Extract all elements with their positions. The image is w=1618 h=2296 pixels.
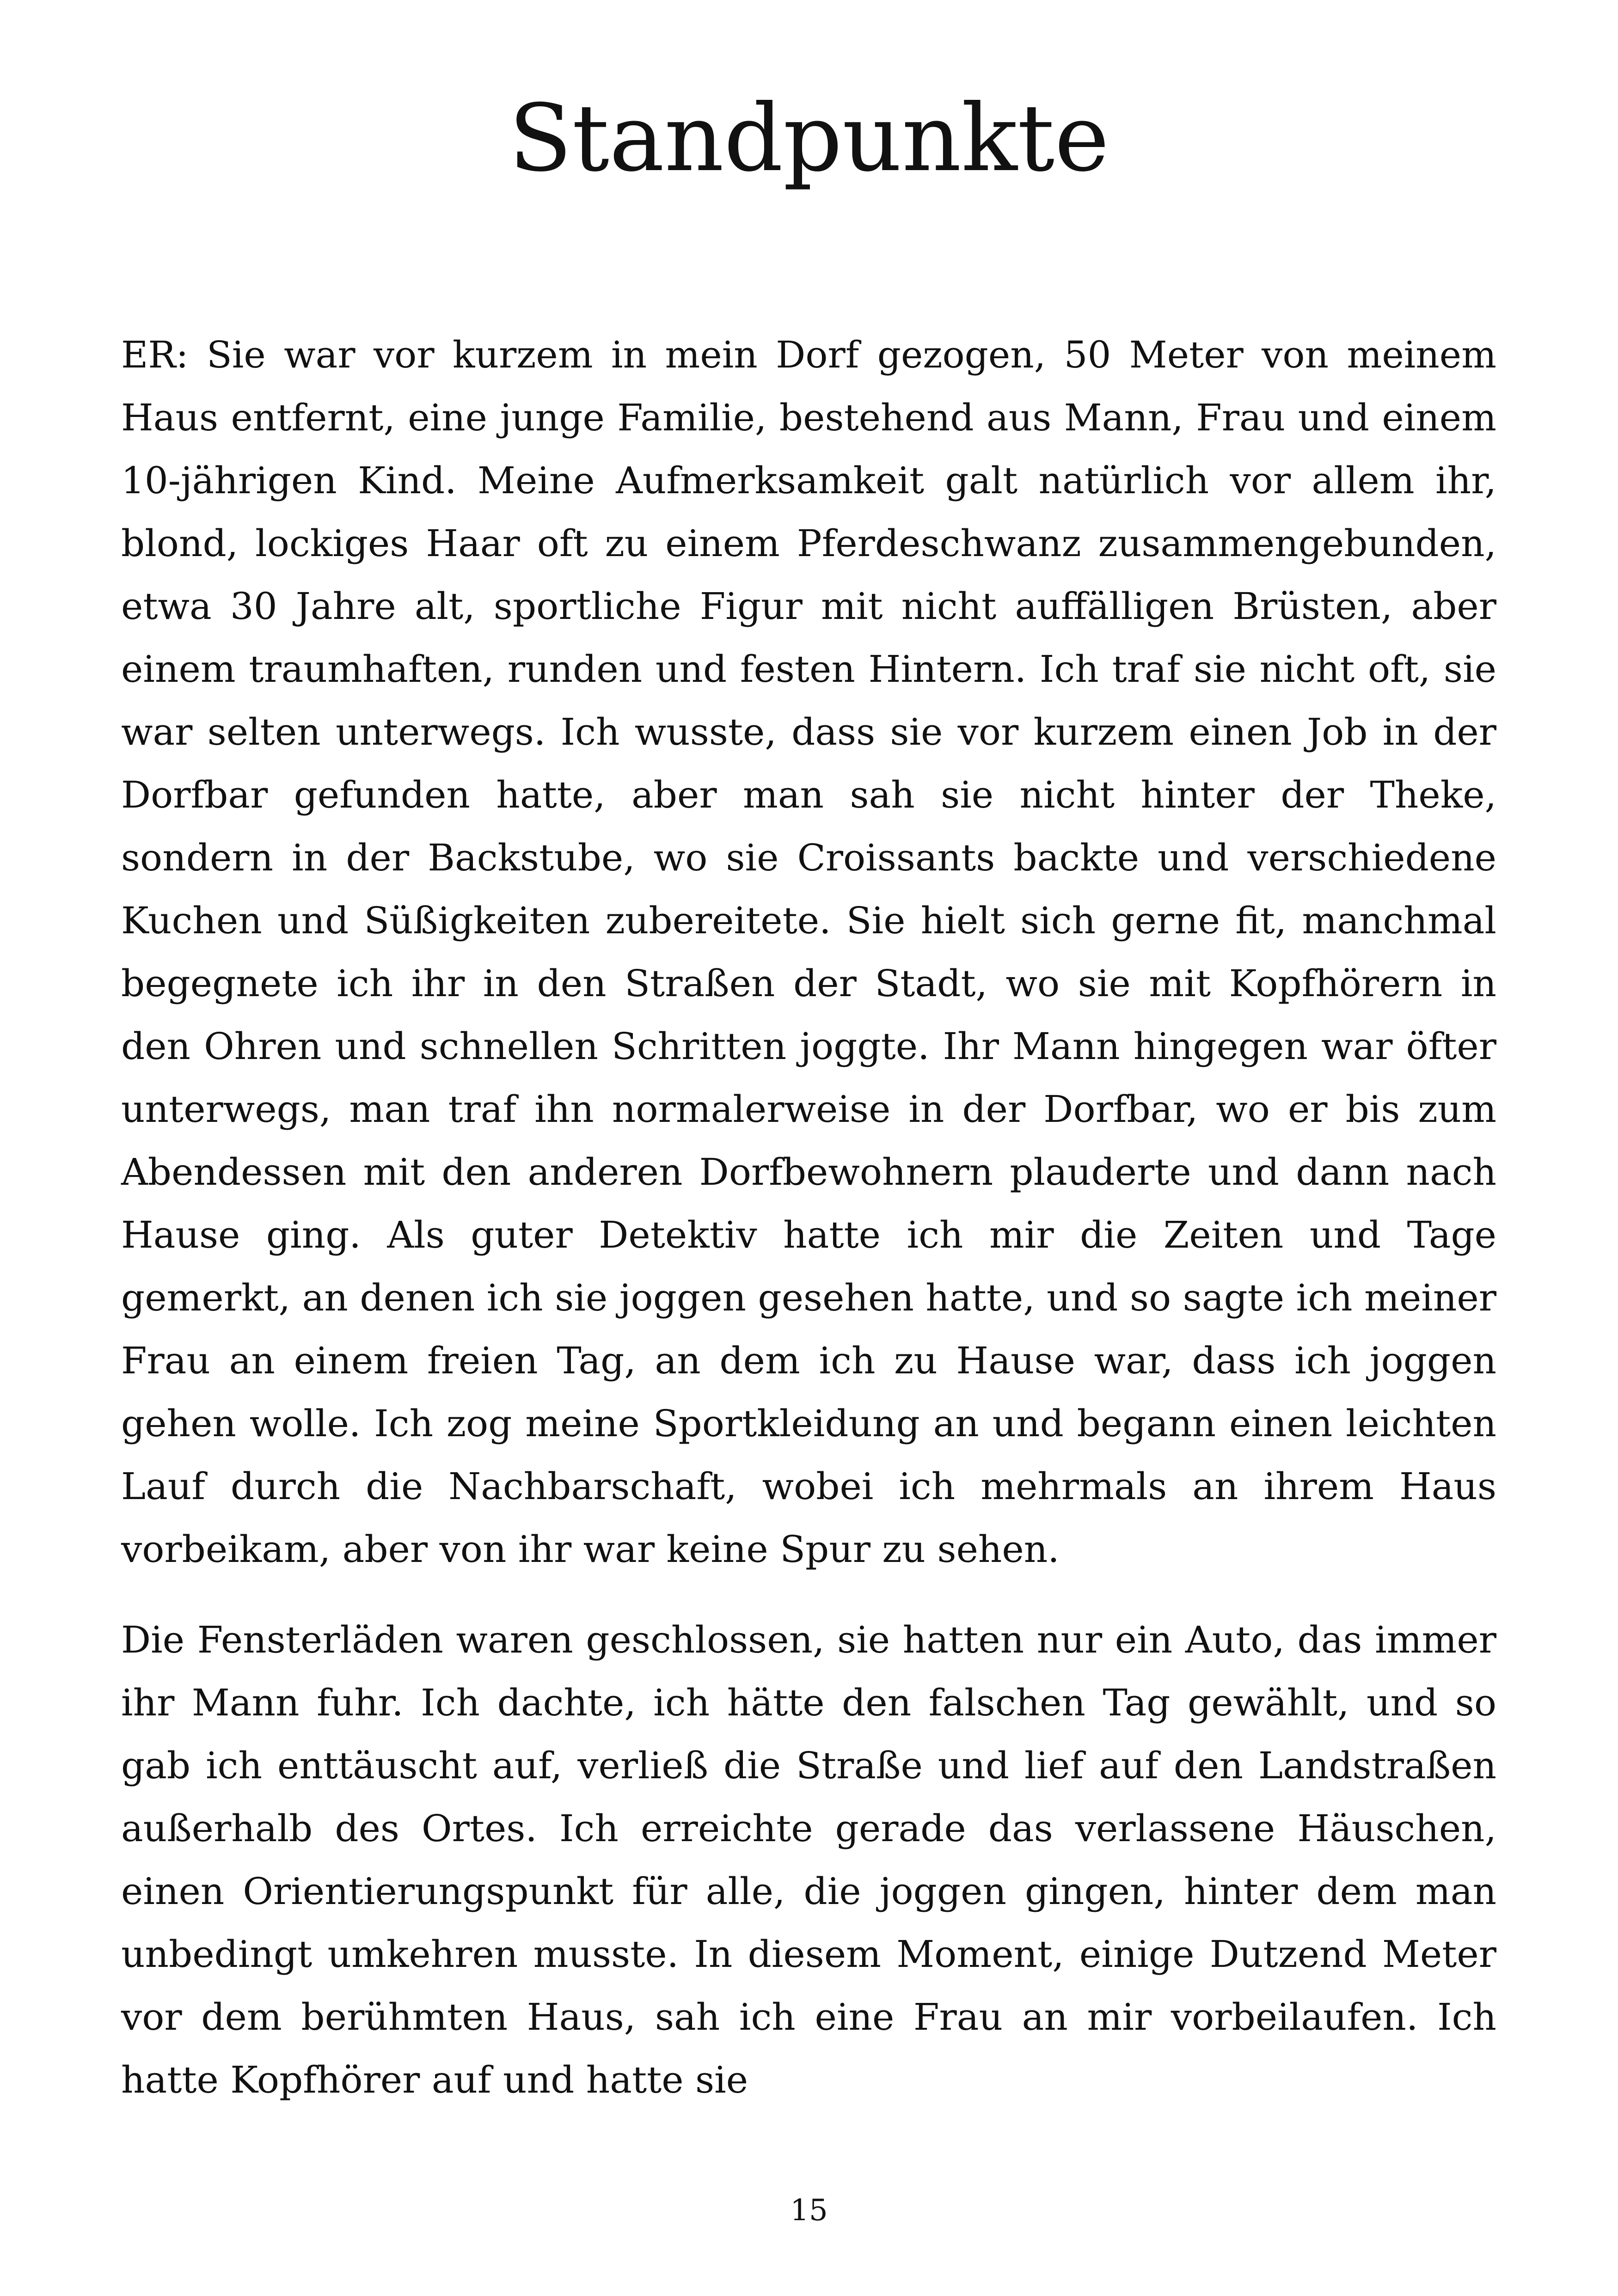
- paragraph-2: Die Fensterläden waren geschlossen, sie hatten nur ein Auto, das immer ihr Mann fuhr. Ich dachte, ich hätte den falschen Tag gewählt, und so gab ich enttäuscht auf, verließ die Straße und lief auf den Landstraßen außerhalb des Ortes. Ich erreichte gerade das verlassene Häuschen, einen Orientierungspunkt für alle, die joggen gingen, hinter dem man unbedingt umkehren musste. In diesem Moment, einige Dutzend Meter vor dem berühmten Haus, sah ich eine Frau an mir vorbeilaufen. Ich hatte Kopfhörer auf und hatte sie: [121, 1618, 1496, 2101]
- paragraph-1: ER: Sie war vor kurzem in mein Dorf gezogen, 50 Meter von meinem Haus entfernt, eine junge Familie, bestehend aus Mann, Frau und einem 10-jährigen Kind. Meine Aufmerksamkeit galt natürlich vor allem ihr, blond, lockiges Haar oft zu einem Pferdeschwanz zusammengebunden, etwa 30 Jahre alt, sportliche Figur mit nicht auffälligen Brüsten, aber einem traumhaften, runden und festen Hintern. Ich traf sie nicht oft, sie war selten unterwegs. Ich wusste, dass sie vor kurzem einen Job in der Dorfbar gefunden hatte, aber man sah sie nicht hinter der Theke, sondern in der Backstube, wo sie Croissants backte und verschiedene Kuchen und Süßigkeiten zubereitete. Sie hielt sich gerne fit, manchmal begegnete ich ihr in den Straßen der Stadt, wo sie mit Kopfhörern in den Ohren und schnellen Schritten joggte. Ihr Mann hingegen war öfter unterwegs, man traf ihn normalerweise in der Dorfbar, wo er bis zum Abendessen mit den anderen Dorfbewohnern plauderte und dann nach Hause ging. Als guter Detektiv hatte ich mir die Zeiten und Tage gemerkt, an denen ich sie joggen gesehen hatte, und so sagte ich meiner Frau an einem freien Tag, an dem ich zu Hause war, dass ich joggen gehen wolle. Ich zog meine Sportkleidung an und begann einen leichten Lauf durch die Nachbarschaft, wobei ich mehrmals an ihrem Haus vorbeikam, aber von ihr war keine Spur zu sehen.: [121, 333, 1496, 1571]
- body-text: [121, 324, 1496, 2139]
- page-number: 15: [790, 2193, 828, 2228]
- page-title: Standpunkte: [509, 85, 1109, 192]
